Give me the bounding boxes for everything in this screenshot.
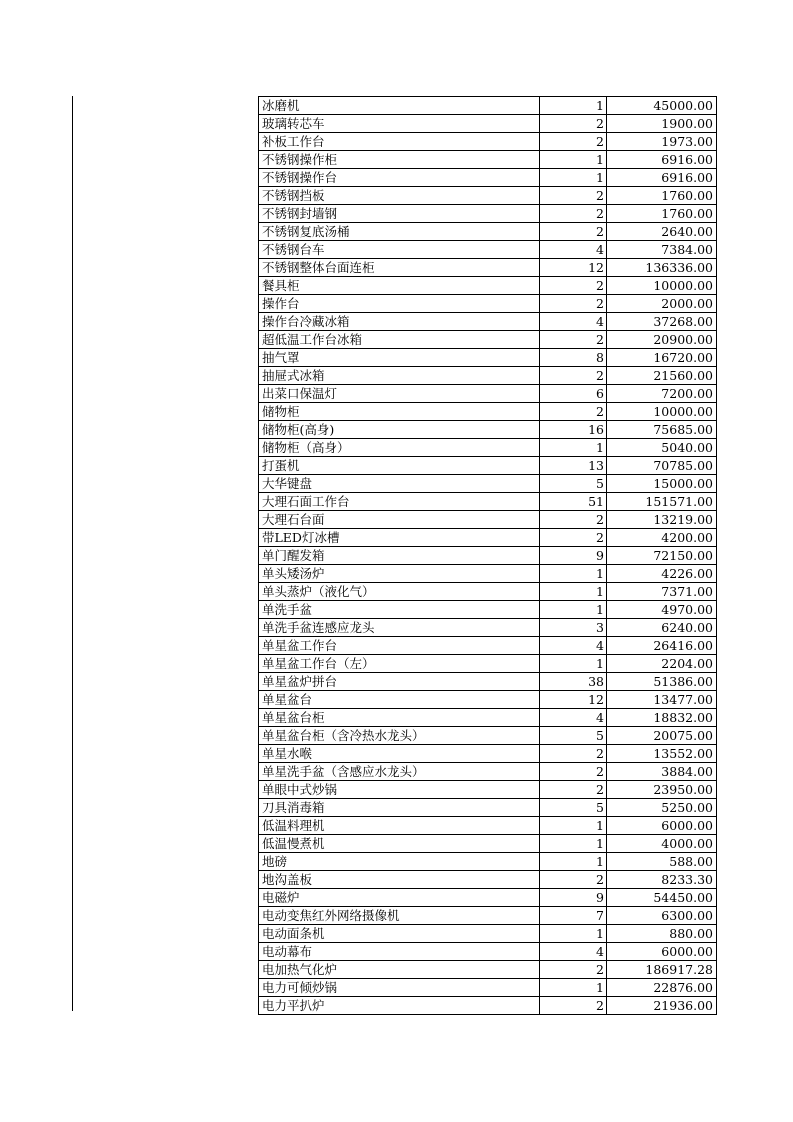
- quantity-cell: 1: [540, 835, 607, 853]
- item-name-cell: 大理石台面: [259, 511, 540, 529]
- quantity-cell: 9: [540, 547, 607, 565]
- quantity-cell: 2: [540, 763, 607, 781]
- table-row: [259, 961, 717, 979]
- left-margin-rule: [72, 96, 73, 1011]
- item-name-cell: 单门醒发箱: [259, 547, 540, 565]
- table-row: [259, 655, 717, 673]
- quantity-cell: 5: [540, 475, 607, 493]
- amount-cell: 8233.30: [607, 871, 717, 889]
- quantity-cell: 1: [540, 655, 607, 673]
- quantity-cell: 2: [540, 781, 607, 799]
- table-row: [259, 529, 717, 547]
- item-name-cell: 单星盆台柜: [259, 709, 540, 727]
- amount-cell: 1973.00: [607, 133, 717, 151]
- table-row: [259, 403, 717, 421]
- table-row: [259, 727, 717, 745]
- amount-cell: 7384.00: [607, 241, 717, 259]
- table-row: [259, 565, 717, 583]
- item-name-cell: 单星盆台: [259, 691, 540, 709]
- quantity-cell: 1: [540, 853, 607, 871]
- table-row: [259, 673, 717, 691]
- quantity-cell: 1: [540, 979, 607, 997]
- item-name-cell: 单星洗手盆（含感应水龙头）: [259, 763, 540, 781]
- amount-cell: 16720.00: [607, 349, 717, 367]
- table-row: [259, 475, 717, 493]
- item-name-cell: 地磅: [259, 853, 540, 871]
- quantity-cell: 1: [540, 151, 607, 169]
- table-row: [259, 745, 717, 763]
- quantity-cell: 2: [540, 187, 607, 205]
- quantity-cell: 38: [540, 673, 607, 691]
- quantity-cell: 2: [540, 745, 607, 763]
- quantity-cell: 1: [540, 439, 607, 457]
- table-row: [259, 871, 717, 889]
- quantity-cell: 1: [540, 925, 607, 943]
- quantity-cell: 12: [540, 691, 607, 709]
- table-row: [259, 169, 717, 187]
- item-name-cell: 电力平扒炉: [259, 997, 540, 1015]
- amount-cell: 23950.00: [607, 781, 717, 799]
- amount-cell: 2640.00: [607, 223, 717, 241]
- item-name-cell: 单洗手盆: [259, 601, 540, 619]
- item-name-cell: 不锈钢台车: [259, 241, 540, 259]
- quantity-cell: 5: [540, 799, 607, 817]
- quantity-cell: 1: [540, 583, 607, 601]
- item-name-cell: 单眼中式炒锅: [259, 781, 540, 799]
- table-row: [259, 619, 717, 637]
- table-row: [259, 691, 717, 709]
- quantity-cell: 13: [540, 457, 607, 475]
- quantity-cell: 2: [540, 511, 607, 529]
- amount-cell: 45000.00: [607, 97, 717, 115]
- table-row: [259, 889, 717, 907]
- table-row: [259, 151, 717, 169]
- amount-cell: 6916.00: [607, 169, 717, 187]
- quantity-cell: 2: [540, 295, 607, 313]
- quantity-cell: 1: [540, 817, 607, 835]
- quantity-cell: 4: [540, 241, 607, 259]
- item-name-cell: 储物柜(高身): [259, 421, 540, 439]
- equipment-table-body: [259, 97, 717, 1015]
- quantity-cell: 2: [540, 529, 607, 547]
- quantity-cell: 4: [540, 943, 607, 961]
- amount-cell: 588.00: [607, 853, 717, 871]
- amount-cell: 13477.00: [607, 691, 717, 709]
- amount-cell: 6000.00: [607, 817, 717, 835]
- amount-cell: 72150.00: [607, 547, 717, 565]
- item-name-cell: 不锈钢复底汤桶: [259, 223, 540, 241]
- table-row: [259, 835, 717, 853]
- item-name-cell: 抽屉式冰箱: [259, 367, 540, 385]
- quantity-cell: 2: [540, 115, 607, 133]
- item-name-cell: 不锈钢操作台: [259, 169, 540, 187]
- quantity-cell: 2: [540, 961, 607, 979]
- item-name-cell: 不锈钢操作柜: [259, 151, 540, 169]
- quantity-cell: 2: [540, 133, 607, 151]
- amount-cell: 4200.00: [607, 529, 717, 547]
- quantity-cell: 6: [540, 385, 607, 403]
- amount-cell: 136336.00: [607, 259, 717, 277]
- table-row: [259, 853, 717, 871]
- quantity-cell: 4: [540, 637, 607, 655]
- item-name-cell: 大华键盘: [259, 475, 540, 493]
- table-row: [259, 313, 717, 331]
- item-name-cell: 餐具柜: [259, 277, 540, 295]
- amount-cell: 5040.00: [607, 439, 717, 457]
- amount-cell: 18832.00: [607, 709, 717, 727]
- item-name-cell: 电动变焦红外网络摄像机: [259, 907, 540, 925]
- table-row: [259, 547, 717, 565]
- quantity-cell: 16: [540, 421, 607, 439]
- quantity-cell: 2: [540, 367, 607, 385]
- table-row: [259, 943, 717, 961]
- table-row: [259, 709, 717, 727]
- table-row: [259, 349, 717, 367]
- table-row: [259, 241, 717, 259]
- table-row: [259, 781, 717, 799]
- item-name-cell: 电磁炉: [259, 889, 540, 907]
- amount-cell: 70785.00: [607, 457, 717, 475]
- item-name-cell: 储物柜: [259, 403, 540, 421]
- quantity-cell: 1: [540, 601, 607, 619]
- amount-cell: 21560.00: [607, 367, 717, 385]
- amount-cell: 54450.00: [607, 889, 717, 907]
- table-row: [259, 223, 717, 241]
- item-name-cell: 电力可倾炒锅: [259, 979, 540, 997]
- amount-cell: 4226.00: [607, 565, 717, 583]
- table-row: [259, 763, 717, 781]
- amount-cell: 37268.00: [607, 313, 717, 331]
- table-row: [259, 421, 717, 439]
- item-name-cell: 玻璃转芯车: [259, 115, 540, 133]
- amount-cell: 4970.00: [607, 601, 717, 619]
- table-row: [259, 115, 717, 133]
- table-row: [259, 493, 717, 511]
- item-name-cell: 储物柜（高身）: [259, 439, 540, 457]
- amount-cell: 1760.00: [607, 187, 717, 205]
- item-name-cell: 单星盆工作台: [259, 637, 540, 655]
- quantity-cell: 5: [540, 727, 607, 745]
- amount-cell: 5250.00: [607, 799, 717, 817]
- table-row: [259, 295, 717, 313]
- item-name-cell: 不锈钢整体台面连柜: [259, 259, 540, 277]
- item-name-cell: 单星水喉: [259, 745, 540, 763]
- item-name-cell: 补板工作台: [259, 133, 540, 151]
- table-row: [259, 331, 717, 349]
- item-name-cell: 出菜口保温灯: [259, 385, 540, 403]
- table-row: [259, 457, 717, 475]
- amount-cell: 13219.00: [607, 511, 717, 529]
- amount-cell: 151571.00: [607, 493, 717, 511]
- amount-cell: 6240.00: [607, 619, 717, 637]
- amount-cell: 21936.00: [607, 997, 717, 1015]
- table-row: [259, 511, 717, 529]
- table-row: [259, 133, 717, 151]
- item-name-cell: 操作台冷藏冰箱: [259, 313, 540, 331]
- item-name-cell: 电动幕布: [259, 943, 540, 961]
- quantity-cell: 2: [540, 223, 607, 241]
- item-name-cell: 电动面条机: [259, 925, 540, 943]
- quantity-cell: 8: [540, 349, 607, 367]
- amount-cell: 6000.00: [607, 943, 717, 961]
- amount-cell: 1760.00: [607, 205, 717, 223]
- item-name-cell: 操作台: [259, 295, 540, 313]
- amount-cell: 15000.00: [607, 475, 717, 493]
- amount-cell: 22876.00: [607, 979, 717, 997]
- quantity-cell: 51: [540, 493, 607, 511]
- quantity-cell: 2: [540, 871, 607, 889]
- table-row: [259, 799, 717, 817]
- amount-cell: 3884.00: [607, 763, 717, 781]
- table-row: [259, 925, 717, 943]
- quantity-cell: 4: [540, 709, 607, 727]
- amount-cell: 880.00: [607, 925, 717, 943]
- quantity-cell: 12: [540, 259, 607, 277]
- amount-cell: 75685.00: [607, 421, 717, 439]
- item-name-cell: 地沟盖板: [259, 871, 540, 889]
- item-name-cell: 单洗手盆连感应龙头: [259, 619, 540, 637]
- table-row: [259, 97, 717, 115]
- amount-cell: 10000.00: [607, 403, 717, 421]
- item-name-cell: 单头矮汤炉: [259, 565, 540, 583]
- quantity-cell: 2: [540, 331, 607, 349]
- amount-cell: 20075.00: [607, 727, 717, 745]
- item-name-cell: 超低温工作台冰箱: [259, 331, 540, 349]
- quantity-cell: 4: [540, 313, 607, 331]
- item-name-cell: 冰磨机: [259, 97, 540, 115]
- table-row: [259, 601, 717, 619]
- item-name-cell: 打蛋机: [259, 457, 540, 475]
- quantity-cell: 2: [540, 205, 607, 223]
- table-row: [259, 583, 717, 601]
- item-name-cell: 单星盆台柜（含冷热水龙头）: [259, 727, 540, 745]
- amount-cell: 10000.00: [607, 277, 717, 295]
- table-row: [259, 997, 717, 1015]
- quantity-cell: 2: [540, 997, 607, 1015]
- item-name-cell: 电加热气化炉: [259, 961, 540, 979]
- amount-cell: 13552.00: [607, 745, 717, 763]
- item-name-cell: 低温慢煮机: [259, 835, 540, 853]
- table-row: [259, 979, 717, 997]
- item-name-cell: 不锈钢挡板: [259, 187, 540, 205]
- item-name-cell: 单星盆炉拼台: [259, 673, 540, 691]
- quantity-cell: 1: [540, 97, 607, 115]
- table-row: [259, 385, 717, 403]
- table-row: [259, 367, 717, 385]
- amount-cell: 4000.00: [607, 835, 717, 853]
- item-name-cell: 抽气罩: [259, 349, 540, 367]
- amount-cell: 51386.00: [607, 673, 717, 691]
- amount-cell: 2000.00: [607, 295, 717, 313]
- equipment-table: [258, 96, 717, 1015]
- item-name-cell: 不锈钢封墙钢: [259, 205, 540, 223]
- table-row: [259, 439, 717, 457]
- item-name-cell: 单星盆工作台（左）: [259, 655, 540, 673]
- item-name-cell: 带LED灯冰槽: [259, 529, 540, 547]
- amount-cell: 20900.00: [607, 331, 717, 349]
- table-row: [259, 907, 717, 925]
- item-name-cell: 刀具消毒箱: [259, 799, 540, 817]
- quantity-cell: 3: [540, 619, 607, 637]
- amount-cell: 6916.00: [607, 151, 717, 169]
- amount-cell: 26416.00: [607, 637, 717, 655]
- item-name-cell: 单头蒸炉（液化气）: [259, 583, 540, 601]
- table-row: [259, 637, 717, 655]
- amount-cell: 1900.00: [607, 115, 717, 133]
- amount-cell: 6300.00: [607, 907, 717, 925]
- quantity-cell: 1: [540, 565, 607, 583]
- item-name-cell: 低温料理机: [259, 817, 540, 835]
- table-row: [259, 259, 717, 277]
- quantity-cell: 2: [540, 277, 607, 295]
- amount-cell: 2204.00: [607, 655, 717, 673]
- amount-cell: 186917.28: [607, 961, 717, 979]
- table-row: [259, 817, 717, 835]
- item-name-cell: 大理石面工作台: [259, 493, 540, 511]
- table-row: [259, 187, 717, 205]
- amount-cell: 7371.00: [607, 583, 717, 601]
- quantity-cell: 9: [540, 889, 607, 907]
- quantity-cell: 7: [540, 907, 607, 925]
- table-row: [259, 277, 717, 295]
- quantity-cell: 1: [540, 169, 607, 187]
- amount-cell: 7200.00: [607, 385, 717, 403]
- table-row: [259, 205, 717, 223]
- quantity-cell: 2: [540, 403, 607, 421]
